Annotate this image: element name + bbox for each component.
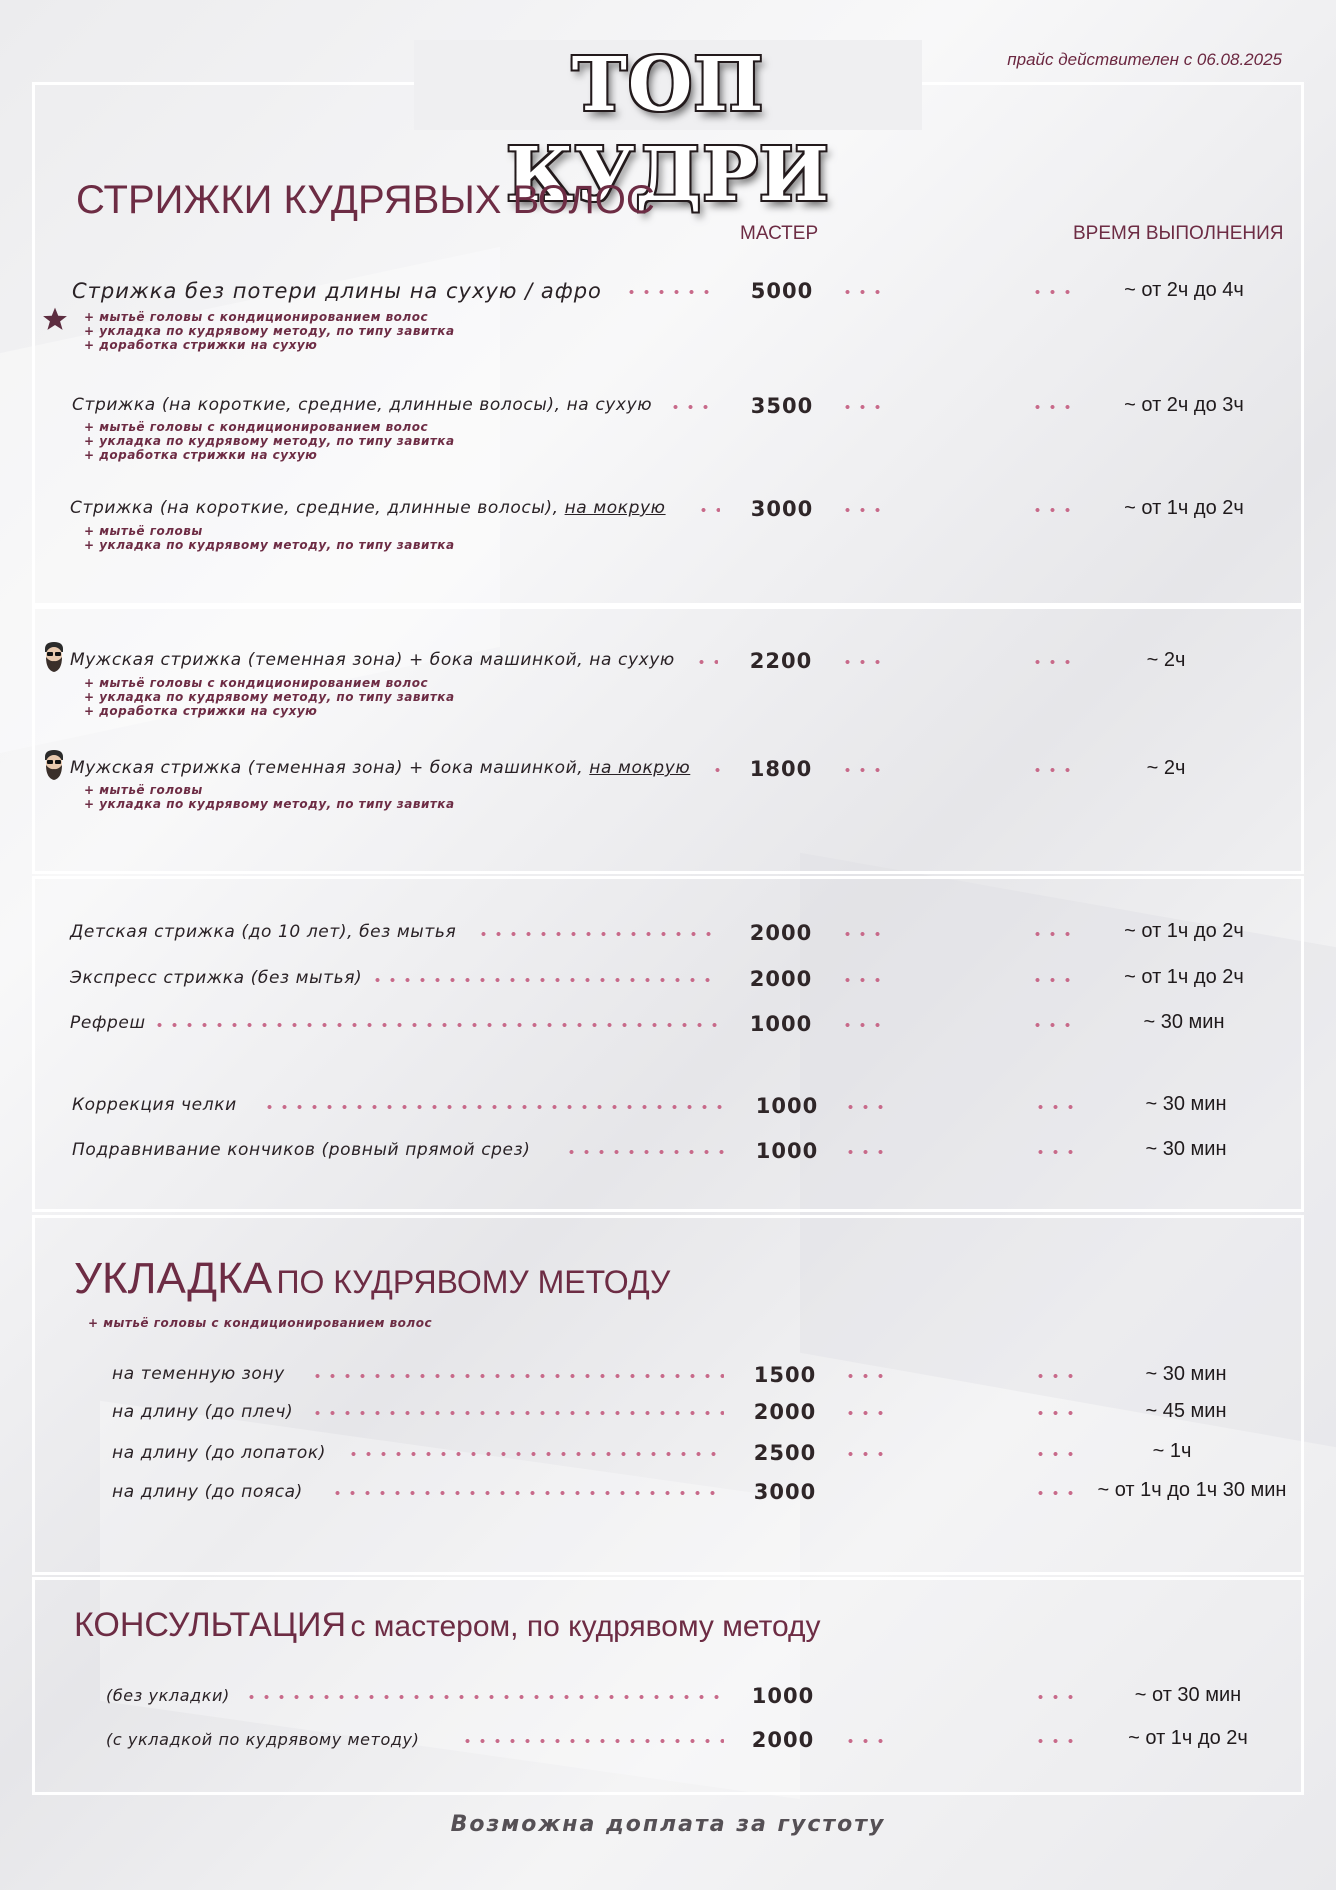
leader-dots bbox=[460, 1739, 724, 1743]
leader-dots bbox=[330, 1491, 724, 1495]
leader-dots bbox=[710, 768, 720, 772]
service-note: + мытьё головы bbox=[84, 783, 203, 797]
service-name: Мужская стрижка (теменная зона) + бока машинкой, на сухую bbox=[70, 650, 675, 670]
service-note: + доработка стрижки на сухую bbox=[84, 704, 318, 718]
service-price: 1000 bbox=[751, 1684, 815, 1708]
service-name-prefix: Мужская стрижка (теменная зона) + бока машинкой, bbox=[70, 758, 590, 778]
leader-dots bbox=[668, 405, 718, 409]
service-note: + мытьё головы с кондиционированием волос bbox=[84, 420, 429, 434]
service-note: + укладка по кудрявому методу, по типу завитка bbox=[84, 797, 455, 811]
service-name: на теменную зону bbox=[112, 1364, 285, 1384]
leader-dots bbox=[840, 768, 890, 772]
service-price: 2000 bbox=[753, 1400, 817, 1424]
column-header-master: МАСТЕР bbox=[740, 223, 819, 244]
section-note: + мытьё головы с кондиционированием волос bbox=[88, 1316, 433, 1330]
leader-dots bbox=[310, 1374, 724, 1378]
service-name: Детская стрижка (до 10 лет), без мытья bbox=[70, 922, 457, 942]
service-price: 1500 bbox=[753, 1363, 817, 1387]
page-title: ТОП КУДРИ bbox=[414, 40, 922, 130]
service-duration: ~ 2ч bbox=[1146, 757, 1186, 779]
service-name-prefix: Стрижка (на короткие, средние, длинные волосы), bbox=[70, 498, 565, 518]
service-price: 2500 bbox=[753, 1441, 817, 1465]
service-note: + мытьё головы с кондиционированием волос bbox=[84, 676, 429, 690]
leader-dots bbox=[476, 932, 720, 936]
service-name-underlined: на мокрую bbox=[564, 498, 666, 518]
service-duration: ~ от 30 мин bbox=[1134, 1684, 1242, 1706]
service-note: + укладка по кудрявому методу, по типу завитка bbox=[84, 690, 455, 704]
service-price: 2000 bbox=[749, 967, 813, 991]
leader-dots bbox=[840, 508, 890, 512]
bearded-man-icon bbox=[40, 640, 68, 674]
leader-dots bbox=[346, 1452, 724, 1456]
leader-dots bbox=[840, 290, 890, 294]
service-name-underlined: на мокрую bbox=[589, 758, 691, 778]
service-note: + доработка стрижки на сухую bbox=[84, 448, 318, 462]
service-price: 2200 bbox=[749, 649, 813, 673]
bearded-man-icon bbox=[40, 748, 68, 782]
service-duration: ~ 1ч bbox=[1152, 1440, 1192, 1462]
leader-dots bbox=[840, 1023, 890, 1027]
service-note: + доработка стрижки на сухую bbox=[84, 338, 318, 352]
leader-dots bbox=[843, 1105, 893, 1109]
service-name bbox=[70, 498, 666, 518]
service-duration: ~ от 1ч до 2ч bbox=[1124, 966, 1244, 988]
service-price: 3000 bbox=[750, 497, 814, 521]
service-note: + мытьё головы bbox=[84, 524, 203, 538]
service-duration: ~ от 1ч до 2ч bbox=[1124, 920, 1244, 942]
service-name: Экспресс стрижка (без мытья) bbox=[70, 968, 363, 988]
leader-dots bbox=[152, 1023, 720, 1027]
section-title-consult bbox=[74, 1606, 821, 1645]
service-duration: ~ от 2ч до 3ч bbox=[1124, 394, 1244, 416]
service-name: Коррекция челки bbox=[72, 1095, 237, 1115]
leader-dots bbox=[843, 1374, 893, 1378]
leader-dots bbox=[843, 1411, 893, 1415]
service-duration: ~ 45 мин bbox=[1145, 1400, 1227, 1422]
service-price: 1000 bbox=[755, 1094, 819, 1118]
price-valid-date: прайс действителен с 06.08.2025 bbox=[1007, 50, 1282, 69]
leader-dots bbox=[310, 1411, 724, 1415]
service-duration: ~ от 1ч до 2ч bbox=[1128, 1727, 1248, 1749]
service-price: 2000 bbox=[751, 1728, 815, 1752]
service-name: Стрижка без потери длины на сухую / афро bbox=[72, 279, 602, 303]
leader-dots bbox=[694, 660, 718, 664]
service-name: Подравнивание кончиков (ровный прямой срез) bbox=[72, 1140, 531, 1160]
service-name: Стрижка (на короткие, средние, длинные волосы), на сухую bbox=[72, 395, 653, 415]
section-title-styling bbox=[74, 1254, 670, 1304]
service-name: на длину (до лопаток) bbox=[112, 1443, 326, 1463]
section-title-haircuts: СТРИЖКИ КУДРЯВЫХ ВОЛОС bbox=[76, 178, 655, 222]
service-name: (без укладки) bbox=[106, 1686, 230, 1705]
service-duration: ~ 30 мин bbox=[1145, 1363, 1227, 1385]
service-price: 1000 bbox=[749, 1012, 813, 1036]
leader-dots bbox=[843, 1150, 893, 1154]
service-duration: ~ 2ч bbox=[1146, 649, 1186, 671]
leader-dots bbox=[840, 405, 890, 409]
leader-dots bbox=[840, 932, 890, 936]
service-note: + мытьё головы с кондиционированием волос bbox=[84, 310, 429, 324]
section-frame-mens bbox=[32, 606, 1304, 874]
service-name: Рефреш bbox=[70, 1013, 146, 1033]
service-note: + укладка по кудрявому методу, по типу завитка bbox=[84, 538, 455, 552]
footer-note: Возможна доплата за густоту bbox=[450, 1812, 886, 1837]
leader-dots bbox=[370, 978, 720, 982]
service-note: + укладка по кудрявому методу, по типу завитка bbox=[84, 324, 455, 338]
service-name: на длину (до пояса) bbox=[112, 1482, 303, 1502]
section-title-rest: с мастером, по кудрявому методу bbox=[350, 1610, 821, 1643]
leader-dots bbox=[624, 290, 719, 294]
service-price: 1000 bbox=[755, 1139, 819, 1163]
service-duration: ~ от 1ч до 2ч bbox=[1124, 497, 1244, 519]
section-title-main: УКЛАДКА bbox=[74, 1254, 273, 1303]
leader-dots bbox=[244, 1695, 724, 1699]
leader-dots bbox=[843, 1739, 893, 1743]
service-name: (с укладкой по кудрявому методу) bbox=[106, 1730, 420, 1749]
frame-top-left bbox=[32, 82, 418, 85]
service-duration: ~ 30 мин bbox=[1145, 1138, 1227, 1160]
service-name: на длину (до плеч) bbox=[112, 1402, 294, 1422]
frame-top-right bbox=[900, 82, 1304, 85]
leader-dots bbox=[564, 1150, 724, 1154]
service-note: + укладка по кудрявому методу, по типу завитка bbox=[84, 434, 455, 448]
service-name bbox=[70, 758, 690, 778]
leader-dots bbox=[696, 508, 720, 512]
service-price: 1800 bbox=[749, 757, 813, 781]
service-price: 3000 bbox=[753, 1480, 817, 1504]
service-duration: ~ 30 мин bbox=[1145, 1093, 1227, 1115]
leader-dots bbox=[840, 660, 890, 664]
service-price: 2000 bbox=[749, 921, 813, 945]
service-duration: ~ от 1ч до 1ч 30 мин bbox=[1097, 1479, 1287, 1501]
leader-dots bbox=[843, 1452, 893, 1456]
service-duration: ~ 30 мин bbox=[1143, 1011, 1225, 1033]
leader-dots bbox=[840, 978, 890, 982]
star-icon bbox=[42, 306, 68, 332]
leader-dots bbox=[262, 1105, 724, 1109]
service-price: 3500 bbox=[750, 394, 814, 418]
service-price: 5000 bbox=[750, 279, 814, 303]
column-header-duration: ВРЕМЯ ВЫПОЛНЕНИЯ bbox=[1073, 223, 1284, 244]
section-title-rest: ПО КУДРЯВОМУ МЕТОДУ bbox=[276, 1264, 671, 1300]
service-duration: ~ от 2ч до 4ч bbox=[1124, 279, 1244, 301]
section-title-main: КОНСУЛЬТАЦИЯ bbox=[74, 1606, 346, 1644]
